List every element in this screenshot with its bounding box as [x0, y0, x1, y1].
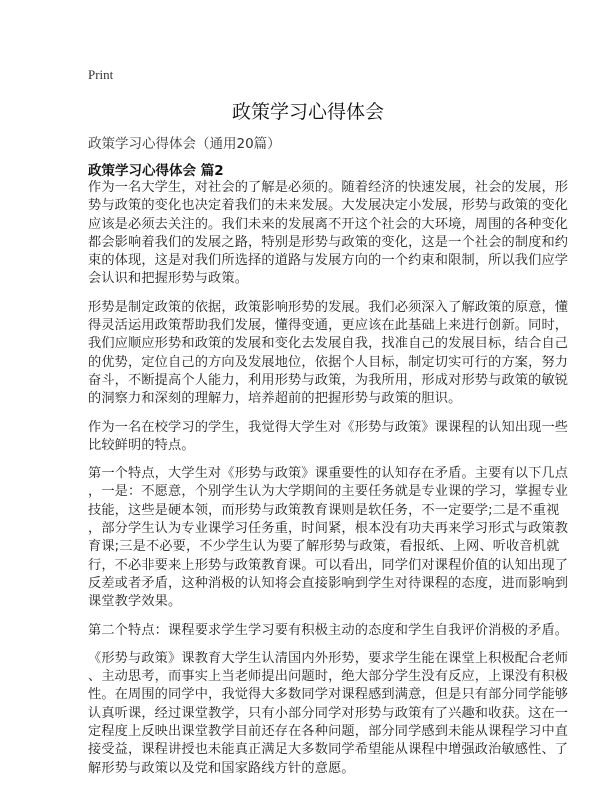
paragraph-line: 反差或者矛盾，这种消极的认知将会直接影响到学生对待课程的态度，进而影响到: [88, 575, 569, 591]
paragraph-line: 势与政策的变化也决定着我们的未来发展。大发展决定小发展，形势与政策的变化: [88, 198, 569, 214]
document-body: [88, 179, 569, 788]
paragraph-line: 的洞察力和深刻的理解力，培养超前的把握形势与政策的胆识。: [88, 391, 462, 407]
paragraph-line: 得灵活运用政策帮助我们发展，懂得变通，更应该在此基础上来进行创新。同时，: [88, 318, 569, 334]
paragraph-line: 都会影响着我们的发展之路，特别是形势与政策的变化，这是一个社会的制度和约: [88, 234, 569, 250]
paragraph-line: 比较鲜明的特点。: [88, 437, 195, 453]
paragraph-line: 技能，这些是硬本领，而形势与政策教育课则是软任务，不一定要学;二是不重视: [88, 502, 560, 518]
paragraph-line: 认真听课，经过课堂教学，只有小部分同学对形势与政策有了兴趣和收获。这在一: [88, 705, 569, 721]
paragraph-line: 解形势与政策以及党和国家路线方针的意愿。: [88, 760, 355, 776]
paragraph-line: 形势是制定政策的依据，政策影响形势的发展。我们必须深入了解政策的原意，懂: [88, 299, 569, 315]
paragraph: [88, 419, 569, 456]
paragraph-line: 奋斗，不断提高个人能力，利用形势与政策，为我所用，形成对形势与政策的敏锐: [88, 372, 569, 388]
paragraph-line: 课堂教学效果。: [88, 594, 182, 610]
paragraph-line: 《形势与政策》课教育大学生认清国内外形势，要求学生能在课堂上积极配合老师: [88, 650, 569, 666]
paragraph-line: 第二个特点：课程要求学生学习要有积极主动的态度和学生自我评价消极的矛盾。: [88, 622, 569, 638]
paragraph-line: ，一是：不愿意，个别学生认为大学期间的主要任务就是专业课的学习，掌握专业: [88, 484, 569, 500]
paragraph-line: 第一个特点，大学生对《形势与政策》课重要性的认知存在矛盾。主要有以下几点: [88, 466, 569, 482]
paragraph-line: 作为一名在校学习的学生，我觉得大学生对《形势与政策》课课程的认知出现一些: [88, 419, 569, 435]
paragraph: [88, 622, 569, 640]
section-heading: 政策学习心得体会 篇2: [88, 163, 224, 179]
paragraph-line: 定程度上反映出课堂教学目前还存在各种问题，部分同学感到未能从课程学习中直: [88, 724, 569, 740]
paragraph-line: 应该是必须去关注的。我们未来的发展离不开这个社会的大环境，周围的各种变化: [88, 216, 569, 232]
paragraph-line: 束的体现，这是对我们所选择的道路与发展方向的一个约束和限制，所以我们应学: [88, 253, 569, 269]
print-link[interactable]: Print: [88, 67, 114, 82]
paragraph: [88, 465, 569, 611]
paragraph-line: 、主动思考，而事实上当老师提出问题时，绝大部分学生没有反应，上课没有积极: [88, 669, 569, 685]
paragraph-line: 我们应顺应形势和政策的发展和变化去发展自我，找准自己的发展目标，结合自己: [88, 336, 569, 352]
document-subtitle: 政策学习心得体会（通用20篇）: [88, 136, 281, 152]
paragraph: [88, 299, 569, 409]
paragraph: [88, 650, 569, 778]
paragraph: [88, 179, 569, 289]
document-title: 政策学习心得体会: [231, 101, 384, 123]
paragraph-line: 育课;三是不必要，不少学生认为要了解形势与政策，看报纸、上网、听收音机就: [88, 539, 560, 555]
paragraph-line: 行，不必非要来上形势与政策教育课。可以看出，同学们对课程价值的认知出现了: [88, 557, 569, 573]
paragraph-line: 性。在周围的同学中，我觉得大多数同学对课程感到满意，但是只有部分同学能够: [88, 687, 569, 703]
paragraph-line: 会认识和把握形势与政策。: [88, 271, 249, 287]
paragraph-line: ，部分学生认为专业课学习任务重，时间紧，根本没有功夫再来学习形式与政策教: [88, 521, 569, 537]
paragraph-line: 作为一名大学生，对社会的了解是必须的。随着经济的快速发展，社会的发展，形: [88, 180, 569, 195]
paragraph-line: 接受益，课程讲授也未能真正满足大多数同学希望能从课程中增强政治敏感性、了: [88, 742, 569, 758]
paragraph-line: 的优势，定位自己的方向及发展地位，依据个人目标，制定切实可行的方案，努力: [88, 354, 569, 370]
